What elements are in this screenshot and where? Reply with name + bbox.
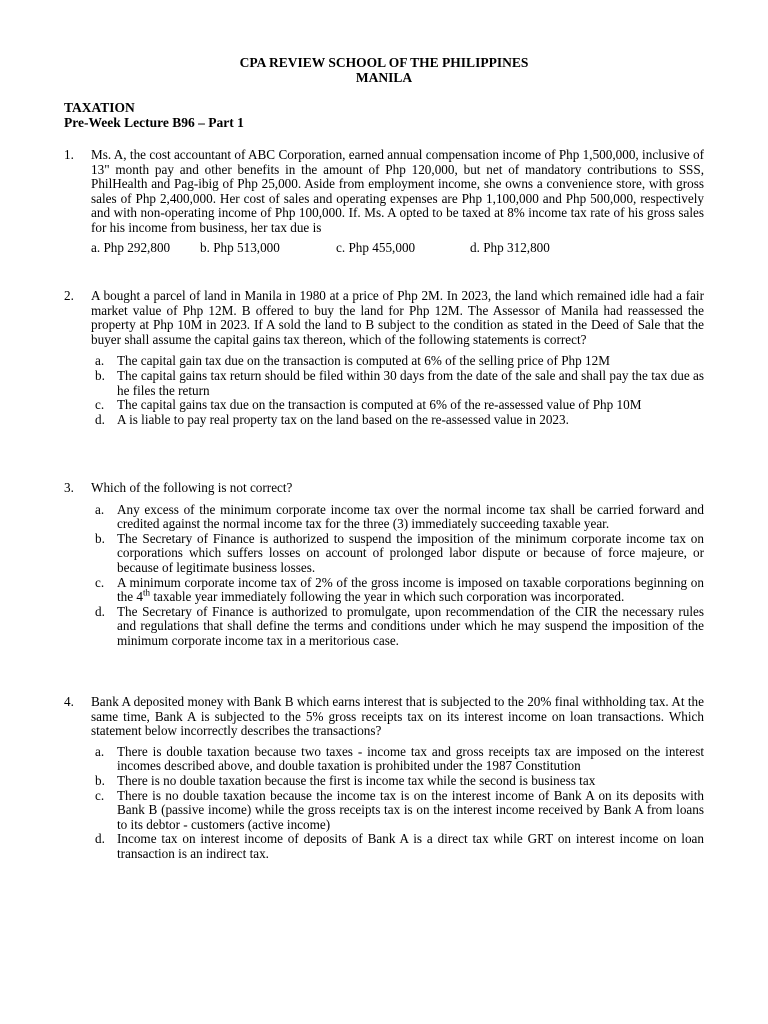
option-d	[91, 605, 704, 649]
question-3	[64, 481, 704, 649]
option-letter: b.	[95, 772, 105, 788]
option-text: The Secretary of Finance is authorized to suspend the imposition of the minimum corporate income tax on corporations which suffers losses on account of prolonged labor dispute or because of force majeure, or because of legitimate business losses.	[117, 530, 704, 575]
option-c	[91, 398, 704, 413]
option-text: A is liable to pay real property tax on the land based on the re-assessed value in 2023.	[117, 411, 569, 427]
option-text: Income tax on interest income of deposits of Bank A is a direct tax while GRT on interest income on loan transaction is an indirect tax.	[117, 831, 704, 861]
question-text: Bank A deposited money with Bank B which earns interest that is subjected to the 20% final withholding tax. At the same time, Bank A is subjected to the 5% gross receipts tax on its interest income on loan transactions. Which statement below incorrectly describes the transactions?	[91, 694, 704, 739]
option-d	[91, 413, 704, 428]
option-letter: c.	[95, 787, 105, 803]
question-text: Which of the following is not correct?	[91, 480, 293, 495]
question-number: 3.	[64, 480, 74, 495]
school-name: CPA REVIEW SCHOOL OF THE PHILIPPINES	[239, 55, 529, 70]
option-b	[91, 532, 704, 576]
option-letter: c.	[95, 397, 105, 413]
ordinal-suffix: th	[143, 587, 151, 598]
option-text: The capital gains tax return should be filed within 30 days from the date of the sale and shall pay the tax due as he files the return	[117, 367, 704, 398]
option-b: b. Php 513,000	[200, 239, 280, 255]
option-d: d. Php 312,800	[470, 239, 550, 255]
answer-options	[91, 354, 704, 427]
option-text: A minimum corporate income tax of 2% of the gross income is imposed on taxable corporations beginning on the 4th taxable year immediately following the year in which such corporation was incorporated.	[117, 574, 704, 605]
answer-options	[91, 241, 704, 256]
option-b	[91, 369, 704, 398]
option-text: The Secretary of Finance is authorized to promulgate, upon recommendation of the CIR the necessary rules and regulations that shall define the terms and conditions under which he may suspend the imposition of the minimum corporate income tax in a meritorious case.	[117, 603, 704, 648]
option-text: The capital gain tax due on the transaction is computed at 6% of the selling price of Php 12M	[117, 353, 610, 369]
subject-title: TAXATION	[64, 100, 135, 115]
option-c: c. Php 455,000	[336, 239, 416, 255]
option-a	[91, 354, 704, 369]
option-a	[91, 503, 704, 532]
lecture-title: Pre-Week Lecture B96 – Part 1	[64, 115, 244, 130]
option-d	[91, 832, 704, 861]
option-letter: a.	[95, 743, 105, 759]
question-text: A bought a parcel of land in Manila in 1980 at a price of Php 2M. In 2023, the land which remained idle had a fair market value of Php 12M. B offered to buy the land for Php 12M. The Assessor of Manila had reassessed the property at Php 10M in 2023. If A sold the land to B subject to the condition as stated in the Deed of Sale that the buyer shall assume the capital gains tax thereon, which of the following statements is correct?	[91, 288, 704, 347]
option-letter: d.	[95, 603, 105, 619]
question-1	[64, 148, 704, 256]
option-a: a. Php 292,800	[91, 239, 171, 255]
question-number: 1.	[64, 147, 74, 162]
option-letter: c.	[95, 574, 105, 590]
option-c	[91, 789, 704, 833]
answer-options	[91, 503, 704, 649]
option-text: There is no double taxation because the income tax is on the interest income of Bank A on its deposits with Bank B (passive income) while the gross receipts tax is on the interest income received by Bank A from loans to its debtor - customers (active income)	[117, 787, 704, 832]
school-city: MANILA	[355, 70, 413, 85]
option-text: Any excess of the minimum corporate income tax over the normal income tax shall be carried forward and credited against the normal income tax for the three (3) immediately succeeding taxable year.	[117, 501, 704, 532]
option-letter: a.	[95, 501, 105, 517]
question-4	[64, 695, 704, 862]
option-letter: a.	[95, 353, 105, 369]
question-number: 4.	[64, 694, 74, 709]
question-2	[64, 289, 704, 427]
option-letter: d.	[95, 411, 105, 427]
option-text: There is no double taxation because the first is income tax while the second is business tax	[117, 772, 596, 788]
option-letter: b.	[95, 367, 105, 383]
answer-options	[91, 745, 704, 862]
option-text: There is double taxation because two taxes - income tax and gross receipts tax are imposed on the interest incomes described above, and double taxation is prohibited under the 1987 Constitution	[117, 743, 704, 774]
option-text: The capital gains tax due on the transaction is computed at 6% of the re-assessed value of Php 10M	[117, 397, 642, 413]
option-a	[91, 745, 704, 774]
option-letter: b.	[95, 530, 105, 546]
question-number: 2.	[64, 288, 74, 303]
option-b	[91, 774, 704, 789]
option-letter: d.	[95, 831, 105, 847]
question-text: Ms. A, the cost accountant of ABC Corporation, earned annual compensation income of Php 1,500,000, inclusive of 13" month pay and other benefits in the amount of Php 120,000, but net of mandatory contributions to SSS, PhilHealth and Pag-ibig of Php 25,000. Aside from employment income, she owns a convenience store, with gross sales of Php 2,400,000. Her cost of sales and operating expenses are Php 1,100,000 and Php 500,000, respectively and with non-operating income of Php 100,000. If. Ms. A opted to be taxed at 8% income tax rate of his gross sales for his income from business, her tax due is	[91, 147, 704, 235]
option-c	[91, 576, 704, 605]
